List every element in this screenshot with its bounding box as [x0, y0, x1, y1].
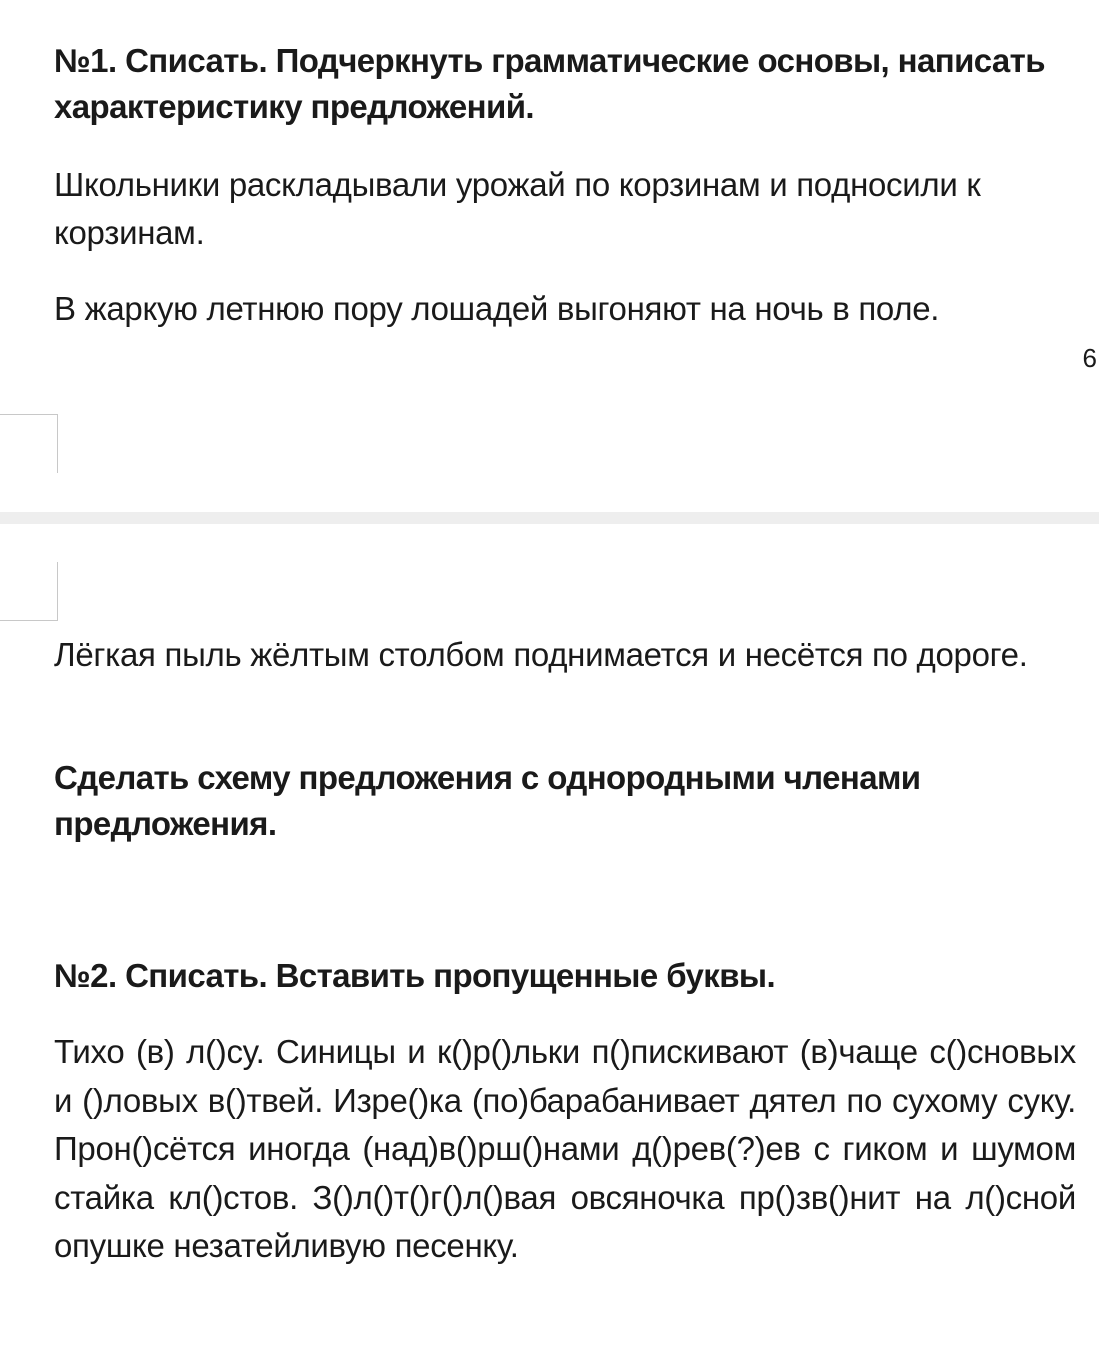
- scheme-instruction: Сделать схему предложения с однородными членами предложения.: [54, 759, 921, 842]
- margin-corner-mark: [0, 414, 58, 473]
- document-page-1: [0, 0, 1099, 512]
- task2-text: Тихо (в) л()су. Синицы и к()р()льки п()пискивают (в)чаще с()сновых и ()ловых в()твей. Изре()ка (по)барабанивает дятел по сухому суку. Прон()сётся иногда (над)в()рш()нами д()рев(?)ев с гиком и шумом стайка кл()стов. З()л()т()г()л()вая овсяночка пр()зв()нит на л()сной опушке незатейливую песенку.: [54, 1033, 1076, 1264]
- sentence-1: Школьники раскладывали урожай по корзинам и подносили к корзинам.: [54, 166, 981, 251]
- sentence-3: Лёгкая пыль жёлтым столбом поднимается и несётся по дороге.: [54, 636, 1028, 673]
- document-page-2: [0, 524, 1099, 1363]
- task1-heading: №1. Списать. Подчеркнуть грамматические основы, написать характеристику предложений.: [54, 42, 1045, 125]
- sentence-2: В жаркую летнюю пору лошадей выгоняют на ночь в поле.: [54, 290, 940, 327]
- page-separator: [0, 512, 1099, 524]
- task2-heading: №2. Списать. Вставить пропущенные буквы.: [54, 957, 776, 994]
- page-number: 6: [1082, 343, 1097, 373]
- margin-corner-mark: [0, 562, 58, 621]
